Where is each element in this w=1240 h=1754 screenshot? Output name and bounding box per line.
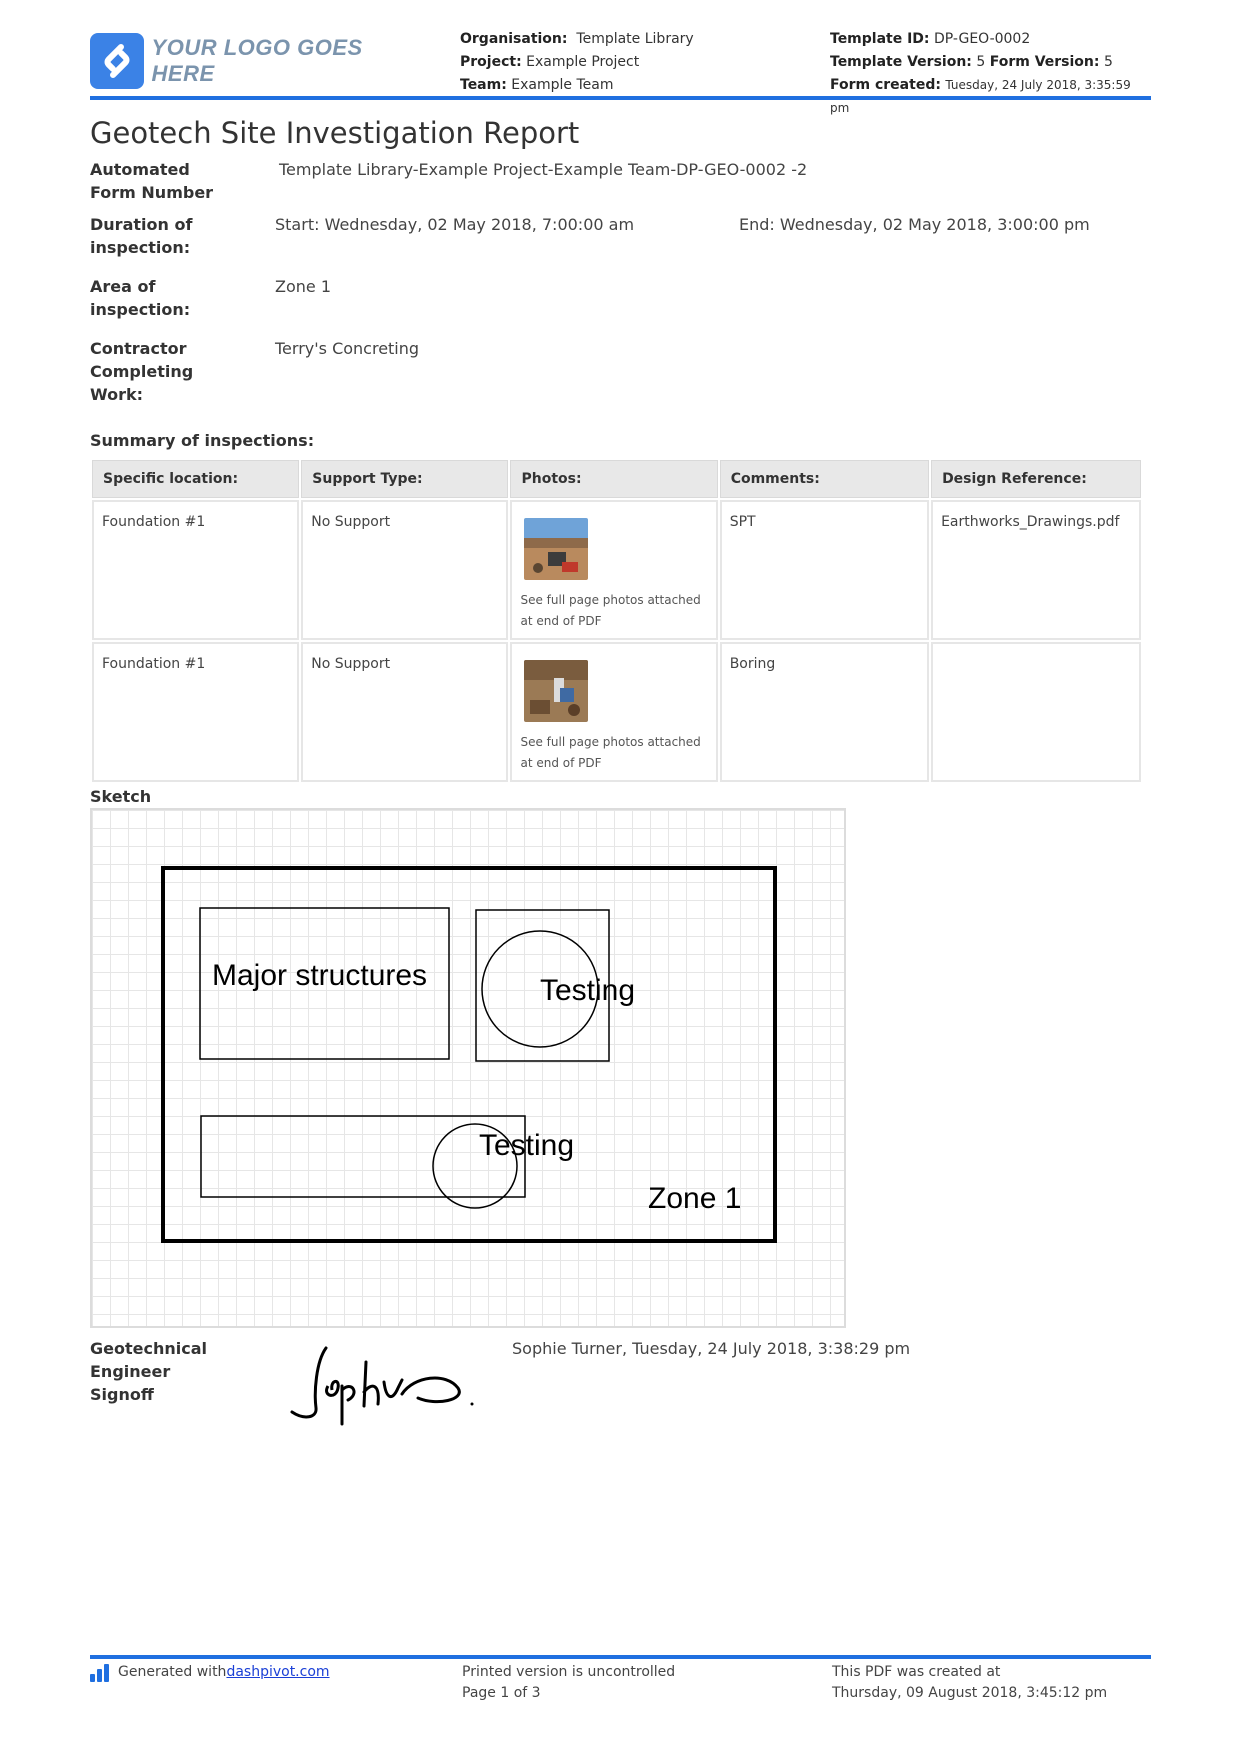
cell-support: No Support	[301, 500, 508, 640]
cell-location: Foundation #1	[92, 642, 299, 782]
sketch-label-zone: Zone 1	[648, 1182, 742, 1215]
header-org-block	[460, 28, 790, 97]
footer-uncontrolled-block	[462, 1662, 675, 1704]
organisation-value: Template Library	[576, 31, 694, 47]
generated-prefix: Generated with	[118, 1664, 227, 1680]
logo	[90, 32, 420, 90]
site-photo-thumbnail[interactable]	[524, 660, 588, 722]
cell-photos	[510, 500, 717, 640]
page-number: Page 1 of 3	[462, 1685, 541, 1701]
site-photo-thumbnail[interactable]	[524, 518, 588, 580]
signoff-signed-by: Sophie Turner, Tuesday, 24 July 2018, 3:38:29 pm	[512, 1339, 911, 1358]
logo-text: YOUR LOGO GOES HERE	[151, 35, 363, 86]
col-header-design-ref: Design Reference:	[931, 460, 1141, 498]
logo-icon	[90, 33, 144, 89]
project-value: Example Project	[526, 54, 640, 70]
sketch-label-major: Major structures	[212, 959, 428, 992]
area-value: Zone 1	[275, 277, 331, 296]
duration-start: Start: Wednesday, 02 May 2018, 7:00:00 am	[275, 215, 635, 234]
dashpivot-icon	[90, 1664, 112, 1682]
created-label: This PDF was created at	[832, 1664, 1001, 1680]
col-header-comments: Comments:	[720, 460, 929, 498]
table-header-row	[92, 460, 1141, 498]
duration-label: Duration of inspection:	[90, 215, 193, 257]
area-label: Area of inspection:	[90, 277, 191, 319]
cell-comment: SPT	[720, 500, 929, 640]
col-header-support: Support Type:	[301, 460, 508, 498]
created-at: Thursday, 09 August 2018, 3:45:12 pm	[832, 1685, 1108, 1701]
cell-location: Foundation #1	[92, 500, 299, 640]
form-number-value: Template Library-Example Project-Example Team-DP-GEO-0002 -2	[279, 160, 808, 179]
duration-end: End: Wednesday, 02 May 2018, 3:00:00 pm	[739, 215, 1090, 234]
footer-generated	[90, 1662, 330, 1683]
cell-comment: Boring	[720, 642, 929, 782]
contractor-label: Contractor Completing Work:	[90, 339, 194, 404]
photo-note: See full page photos attached at end of PDF	[520, 593, 701, 628]
col-header-photos: Photos:	[510, 460, 717, 498]
page-title: Geotech Site Investigation Report	[90, 116, 580, 150]
template-id-value: DP-GEO-0002	[933, 31, 1031, 47]
sketch-label-testing-bottom: Testing	[479, 1129, 575, 1162]
project-label: Project:	[460, 54, 522, 70]
template-version-value: 5	[976, 54, 986, 70]
footer-created-block	[832, 1662, 1107, 1704]
sketch-heading: Sketch	[90, 787, 152, 806]
dashpivot-link[interactable]: dashpivot.com	[226, 1664, 330, 1680]
team-label: Team:	[460, 77, 507, 93]
sketch-canvas	[90, 808, 846, 1328]
organisation-label: Organisation:	[460, 31, 568, 47]
form-version-label: Form Version:	[989, 54, 1100, 70]
summary-table	[90, 458, 1143, 784]
cell-design-ref	[931, 642, 1141, 782]
form-number-label: Automated Form Number	[90, 160, 214, 202]
cell-support: No Support	[301, 642, 508, 782]
cell-photos	[510, 642, 717, 782]
template-version-label: Template Version:	[830, 54, 972, 70]
footer-divider	[90, 1655, 1151, 1659]
col-header-location: Specific location:	[92, 460, 299, 498]
signoff-label: Geotechnical Engineer Signoff	[90, 1339, 207, 1404]
team-value: Example Team	[511, 77, 614, 93]
cell-design-ref: Earthworks_Drawings.pdf	[931, 500, 1141, 640]
sketch-label-testing-top: Testing	[540, 974, 636, 1007]
table-row	[92, 642, 1141, 782]
sketch-drawing	[92, 810, 844, 1326]
uncontrolled-note: Printed version is uncontrolled	[462, 1664, 676, 1680]
form-version-value: 5	[1103, 54, 1113, 70]
header-divider	[90, 96, 1151, 100]
form-created-value: Tuesday, 24 July 2018, 3:35:59 pm	[830, 78, 1131, 115]
template-id-label: Template ID:	[830, 31, 930, 47]
summary-heading: Summary of inspections:	[90, 431, 315, 450]
contractor-value: Terry's Concreting	[275, 339, 420, 358]
header-template-block	[830, 28, 1150, 120]
photo-note: See full page photos attached at end of PDF	[520, 735, 701, 770]
form-created-label: Form created:	[830, 77, 941, 93]
signature-image	[286, 1342, 486, 1432]
table-row	[92, 500, 1141, 640]
